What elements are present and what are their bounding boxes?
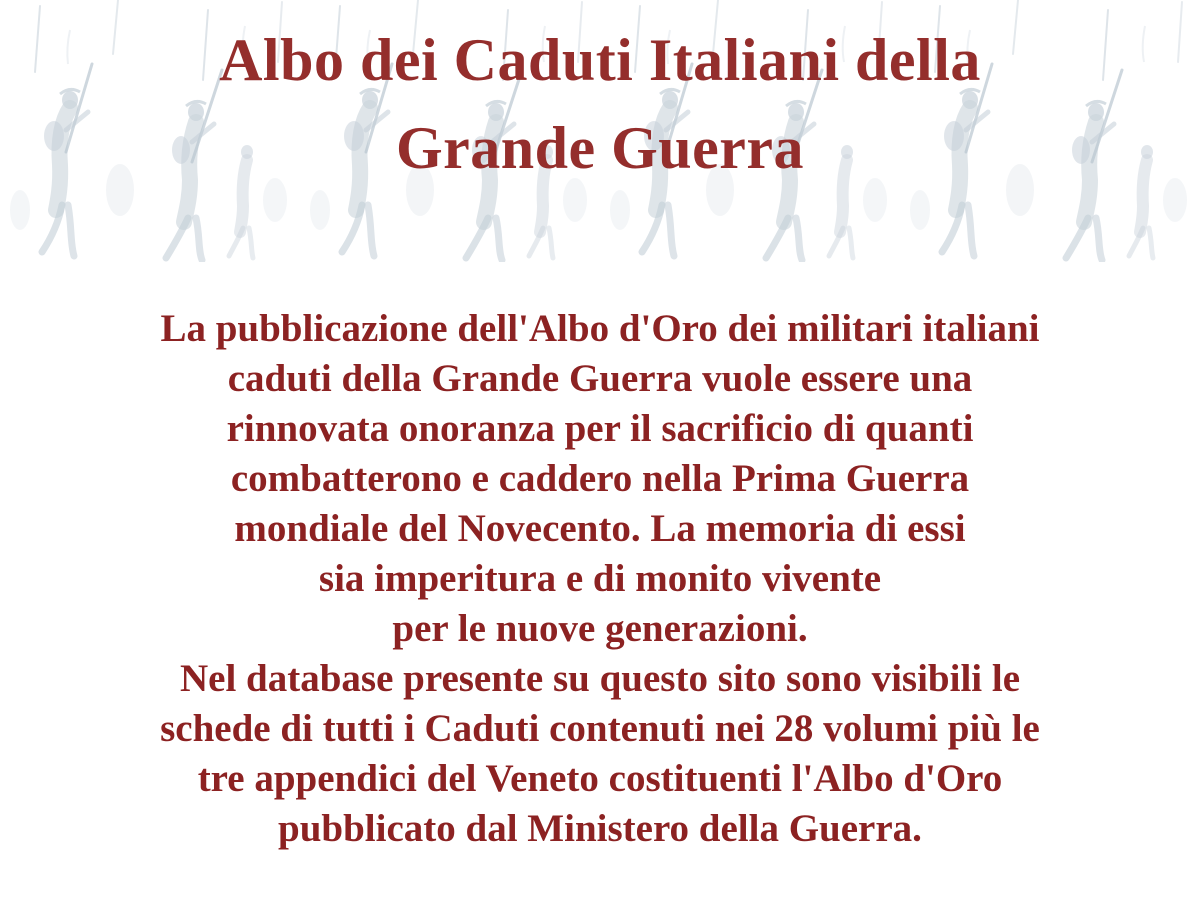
page-title-line-2: Grande Guerra (395, 115, 805, 181)
page-title-line-1: Albo dei Caduti Italiani della (219, 27, 981, 93)
intro-line-7: per le nuove generazioni. (392, 607, 808, 650)
intro-line-9: schede di tutti i Caduti contenuti nei 28 volumi più le (160, 707, 1040, 750)
intro-line-6: sia imperitura e di monito vivente (318, 557, 882, 600)
intro-text (0, 262, 1200, 854)
page-title (0, 16, 1200, 192)
intro-line-5: mondiale del Novecento. La memoria di essi (234, 507, 966, 550)
intro-line-4: combatterono e caddero nella Prima Guerra (230, 457, 970, 500)
intro-line-8: Nel database presente su questo sito sono visibili le (179, 657, 1021, 700)
page-header (0, 0, 1200, 262)
intro-line-2: caduti della Grande Guerra vuole essere una (227, 357, 973, 400)
intro-line-3: rinnovata onoranza per il sacrificio di quanti (226, 407, 974, 450)
intro-line-11: pubblicato dal Ministero della Guerra. (278, 807, 922, 850)
intro-line-10: tre appendici del Veneto costituenti l'Albo d'Oro (197, 757, 1003, 800)
intro-line-1: La pubblicazione dell'Albo d'Oro dei militari italiani (160, 307, 1040, 350)
